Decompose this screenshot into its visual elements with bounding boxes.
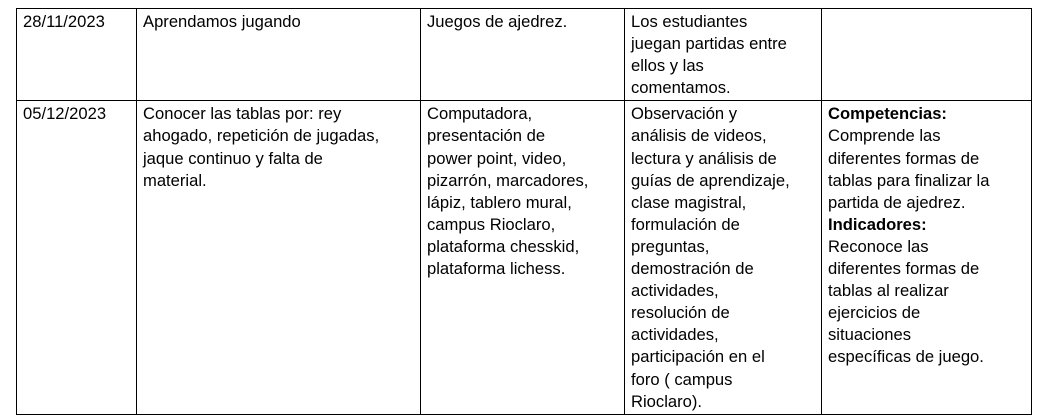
strategies-line: actividades, <box>631 325 719 345</box>
resources-cell <box>421 101 625 414</box>
resources-line: Computadora, <box>427 104 533 124</box>
strategies-line: resolución de <box>631 303 730 323</box>
objective-line: ahogado, repetición de jugadas, <box>143 126 380 146</box>
objective-cell <box>137 101 421 414</box>
strategies-line: comentamos. <box>631 78 731 98</box>
indicadores-heading: Indicadores: <box>828 214 927 234</box>
lesson-plan-table <box>16 8 1032 415</box>
strategies-line: guías de aprendizaje, <box>631 170 790 190</box>
strategies-line: juegan partidas entre <box>631 34 787 54</box>
strategies-line: formulación de <box>631 214 740 234</box>
indicadores-line: tablas al realizar <box>828 281 949 301</box>
table-row <box>17 9 1032 101</box>
evaluation-cell <box>822 101 1032 414</box>
competencias-heading: Competencias: <box>828 104 947 124</box>
strategies-line: ellos y las <box>631 56 704 76</box>
indicadores-line: específicas de juego. <box>828 347 984 367</box>
date-text: 28/11/2023 <box>23 12 105 31</box>
strategies-line: Rioclaro). <box>631 391 703 411</box>
resources-line: Juegos de ajedrez. <box>427 12 568 31</box>
strategies-line: análisis de videos, <box>631 126 767 146</box>
resources-cell <box>421 9 625 101</box>
strategies-cell <box>625 101 822 414</box>
indicadores-line: Reconoce las <box>828 236 929 256</box>
strategies-line: preguntas, <box>631 236 710 256</box>
competencias-line: tablas para finalizar la <box>828 170 990 190</box>
strategies-line: Los estudiantes <box>631 12 748 31</box>
resources-line: plataforma lichess. <box>427 259 566 279</box>
strategies-line: demostración de <box>631 259 754 279</box>
resources-line: power point, video, <box>427 148 567 168</box>
resources-line: pizarrón, marcadores, <box>427 170 589 190</box>
strategies-line: foro ( campus <box>631 369 733 389</box>
resources-line: lápiz, tablero mural, <box>427 192 572 212</box>
strategies-line: Observación y <box>631 104 738 124</box>
strategies-line: participación en el <box>631 347 765 367</box>
objective-cell <box>137 9 421 101</box>
indicadores-line: situaciones <box>828 325 912 345</box>
strategies-cell <box>625 9 822 101</box>
strategies-line: clase magistral, <box>631 192 747 212</box>
date-cell <box>17 101 137 414</box>
resources-line: presentación de <box>427 126 546 146</box>
date-text: 05/12/2023 <box>23 104 107 124</box>
strategies-line: actividades, <box>631 281 719 301</box>
competencias-line: Comprende las <box>828 126 941 146</box>
competencias-line: diferentes formas de <box>828 148 980 168</box>
objective-line: Conocer las tablas por: rey <box>143 104 342 124</box>
objective-line: jaque continuo y falta de <box>143 148 323 168</box>
objective-line: material. <box>143 170 207 190</box>
resources-line: campus Rioclaro, <box>427 214 556 234</box>
table-row <box>17 101 1032 414</box>
indicadores-line: diferentes formas de <box>828 259 980 279</box>
indicadores-line: ejercicios de <box>828 303 921 323</box>
evaluation-cell <box>822 9 1032 101</box>
date-cell <box>17 9 137 101</box>
objective-line: Aprendamos jugando <box>143 12 301 31</box>
resources-line: plataforma chesskid, <box>427 236 580 256</box>
competencias-line: partida de ajedrez. <box>828 192 966 212</box>
strategies-line: lectura y análisis de <box>631 148 777 168</box>
